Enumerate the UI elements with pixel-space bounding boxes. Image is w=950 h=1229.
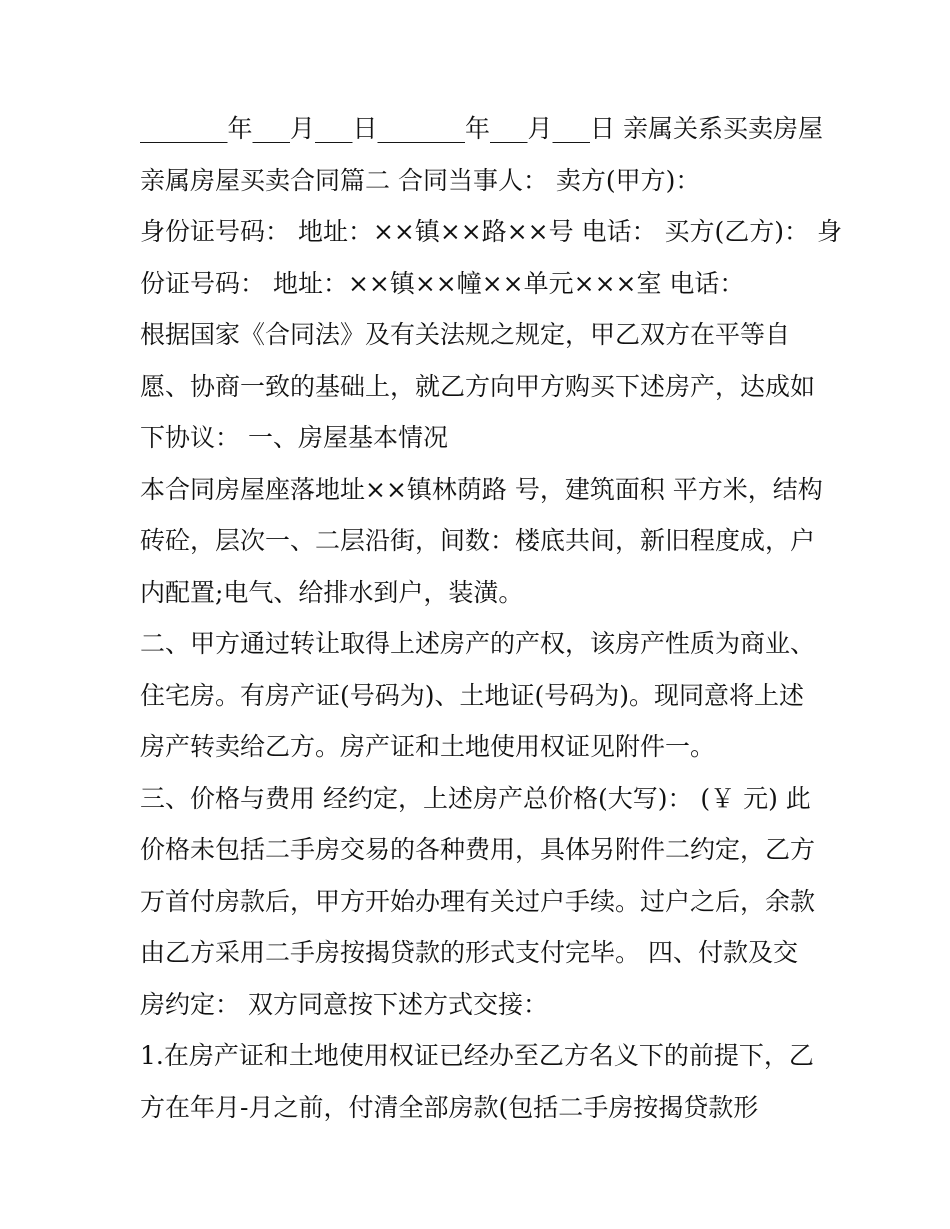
text-line: 愿、协商一致的基础上，就乙方向甲方购买下述房产，达成如 xyxy=(140,371,816,401)
text-line: 砖砼，层次一、二层沿街，间数：楼底共间，新旧程度成，户 xyxy=(140,526,816,555)
text-line: 房约定： 双方同意按下述方式交接： xyxy=(140,989,548,1019)
text-line: 二、甲方通过转让取得上述房产的产权，该房产性质为商业、 xyxy=(140,629,816,658)
text-line: 根据国家《合同法》及有关法规之规定，甲乙双方在平等自 xyxy=(140,320,791,349)
text-line: 份证号码： 地址：××镇××幢××单元×××室 电话： xyxy=(140,268,745,298)
text-line: 由乙方采用二手房按揭贷款的形式支付完毕。 四、付款及交 xyxy=(140,938,798,967)
text-line: 1.在房产证和土地使用权证已经办至乙方名义下的前提下，乙 xyxy=(140,1041,814,1070)
document-body xyxy=(140,103,842,1133)
text-line: 价格未包括二手房交易的各种费用，具体另附件二约定，乙方 xyxy=(140,835,816,864)
text-line: 房产转卖给乙方。房产证和土地使用权证见附件一。 xyxy=(140,732,716,761)
text-line: _______年___月___日_______年___月___日 亲属关系买卖房屋 xyxy=(140,114,823,143)
text-line: 本合同房屋座落地址××镇林荫路 号，建筑面积 平方米，结构 xyxy=(140,474,823,504)
text-line: 身份证号码： 地址：××镇××路××号 电话： 买方(乙方)： 身 xyxy=(140,217,842,246)
text-line: 亲属房屋买卖合同篇二 合同当事人： 卖方(甲方)： xyxy=(140,165,701,195)
text-line: 住宅房。有房产证(号码为)、土地证(号码为)。现同意将上述 xyxy=(140,680,805,710)
text-line: 下协议： 一、房屋基本情况 xyxy=(140,423,448,452)
text-line: 万首付房款后，甲方开始办理有关过户手续。过户之后，余款 xyxy=(140,886,816,916)
text-line: 内配置;电气、给排水到户，装潢。 xyxy=(140,577,524,607)
text-line: 方在年月-月之前，付清全部房款(包括二手房按揭贷款形 xyxy=(140,1092,759,1122)
text-line: 三、价格与费用 经约定，上述房产总价格(大写)： (￥ 元) 此 xyxy=(140,783,811,813)
